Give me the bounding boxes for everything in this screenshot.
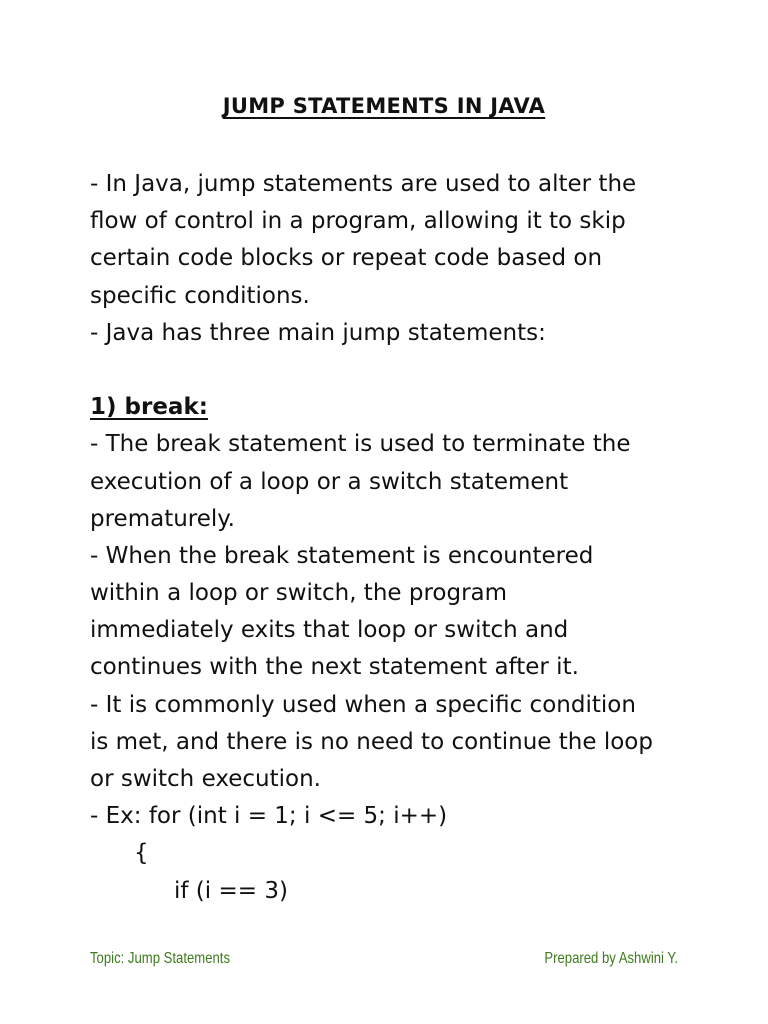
break-line-10: or switch execution.	[90, 766, 321, 792]
break-line-5: within a loop or switch, the program	[90, 580, 508, 607]
section-heading-break: 1) break:	[90, 394, 208, 421]
break-example-line: - Ex: for (int i = 1; i <= 5; i++)	[90, 803, 448, 830]
break-line-6: immediately exits that loop or switch and	[90, 617, 569, 644]
break-line-9: is met, and there is no need to continue the loop	[90, 728, 653, 755]
break-line-2: execution of a loop or a switch statement	[90, 468, 569, 495]
break-line-1: - The break statement is used to terminate the	[90, 431, 631, 458]
intro-line-1: - In Java, jump statements are used to alter the	[90, 171, 637, 197]
break-line-8: - It is commonly used when a specific condition	[90, 691, 636, 718]
page-title: JUMP STATEMENTS IN JAVA	[222, 94, 546, 118]
intro-line-3: certain code blocks or repeat code based on	[90, 245, 603, 272]
code-line-brace: {	[134, 840, 149, 867]
intro-line-5: - Java has three main jump statements:	[90, 319, 546, 346]
footer-author: Prepared by Ashwini Y.	[544, 950, 678, 967]
document-body	[90, 166, 710, 910]
footer-topic: Topic: Jump Statements	[90, 950, 231, 967]
intro-line-4: specific conditions.	[90, 282, 310, 309]
code-line-if: if (i == 3)	[174, 877, 288, 904]
paragraph-spacer	[90, 352, 710, 389]
break-line-3: prematurely.	[90, 505, 235, 532]
intro-line-2: flow of control in a program, allowing it to skip	[90, 208, 626, 235]
break-line-7: continues with the next statement after it.	[90, 654, 579, 681]
break-line-4: - When the break statement is encountered	[90, 542, 594, 569]
